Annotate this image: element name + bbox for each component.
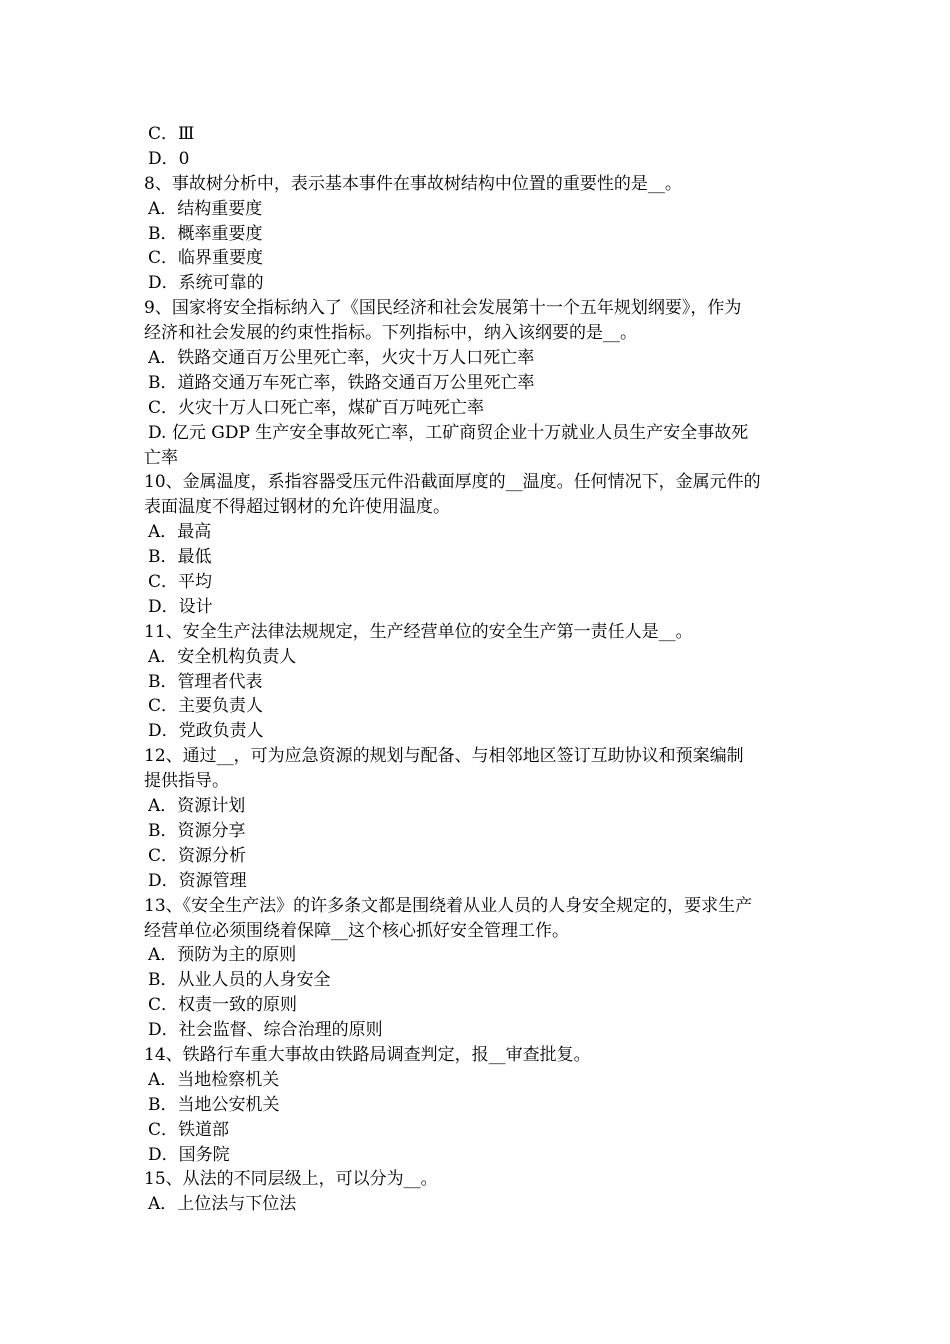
answer-option: C．Ⅲ (148, 124, 195, 144)
answer-option: D．社会监督、综合治理的原则 (148, 1020, 383, 1041)
answer-option: C．火灾十万人口死亡率，煤矿百万吨死亡率 (148, 397, 485, 418)
answer-option: A．当地检察机关 (148, 1069, 280, 1090)
question-text: 9、国家将安全指标纳入了《国民经济和社会发展第十一个五年规划纲要》，作为 (144, 298, 742, 319)
answer-option: D．党政负责人 (148, 721, 264, 742)
answer-option: B．从业人员的人身安全 (148, 970, 331, 991)
answer-option: C．资源分析 (148, 845, 247, 866)
answer-option: C．主要负责人 (148, 696, 264, 717)
answer-option: B．道路交通万车死亡率，铁路交通百万公里死亡率 (148, 372, 535, 393)
answer-option: D．0 (148, 148, 190, 169)
question-text: 8、事故树分析中，表示基本事件在事故树结构中位置的重要性的是__。 (144, 173, 682, 194)
question-text: 15、从法的不同层级上，可以分为__。 (144, 1169, 438, 1190)
question-text: 经营单位必须围绕着保障__这个核心抓好安全管理工作。 (144, 920, 569, 941)
document-page (144, 122, 809, 1217)
answer-option: A．预防为主的原则 (148, 945, 297, 966)
question-text: 10、金属温度，系指容器受压元件沿截面厚度的__温度。任何情况下，金属元件的 (144, 472, 761, 493)
answer-option: D．系统可靠的 (148, 273, 264, 294)
question-text: 亡率 (144, 447, 178, 468)
answer-option: B．最低 (148, 547, 212, 568)
answer-option: A．最高 (148, 522, 212, 543)
answer-option: C．权责一致的原则 (148, 995, 298, 1016)
question-text: 14、铁路行车重大事故由铁路局调查判定，报__审查批复。 (144, 1044, 591, 1065)
answer-option: A．安全机构负责人 (148, 646, 297, 667)
answer-option: B．概率重要度 (148, 223, 263, 244)
question-text: 13、《安全生产法》的许多条文都是围绕着从业人员的人身安全规定的，要求生产 (144, 895, 753, 916)
answer-option: D．设计 (148, 596, 213, 617)
answer-option: B．管理者代表 (148, 671, 263, 692)
answer-option: C．平均 (148, 572, 213, 593)
question-text: 12、通过__，可为应急资源的规划与配备、与相邻地区签订互助协议和预案编制 (144, 746, 744, 767)
answer-option: A．结构重要度 (148, 198, 263, 219)
answer-option: A．上位法与下位法 (148, 1194, 297, 1215)
question-text: 表面温度不得超过钢材的允许使用温度。 (144, 497, 450, 518)
answer-option: B．当地公安机关 (148, 1094, 280, 1115)
question-text: 提供指导。 (144, 771, 229, 792)
question-text: 经济和社会发展的约束性指标。下列指标中，纳入该纲要的是__。 (144, 323, 637, 344)
answer-option: A．资源计划 (148, 796, 246, 817)
answer-option: D. 亿元 GDP 生产安全事故死亡率，工矿商贸企业十万就业人员生产安全事故死 (148, 422, 749, 443)
answer-option: B．资源分享 (148, 820, 246, 841)
answer-option: D．资源管理 (148, 870, 247, 891)
answer-option: C．铁道部 (148, 1119, 230, 1140)
question-text: 11、安全生产法律法规规定，生产经营单位的安全生产第一责任人是__。 (144, 621, 693, 642)
answer-option: A．铁路交通百万公里死亡率，火灾十万人口死亡率 (148, 348, 535, 369)
answer-option: D．国务院 (148, 1144, 230, 1165)
answer-option: C．临界重要度 (148, 248, 264, 269)
